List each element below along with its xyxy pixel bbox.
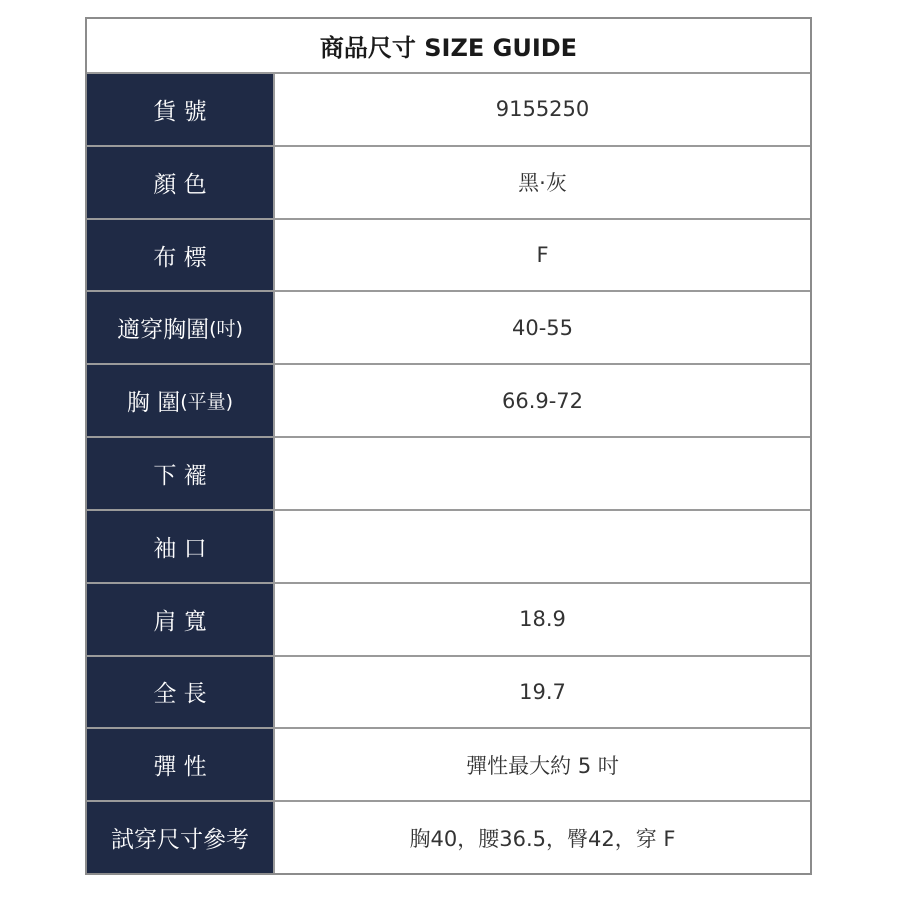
row-stretch-label: 彈 性 [87, 729, 275, 800]
row-chest-flat [87, 365, 810, 438]
row-hem-label: 下 襬 [87, 438, 275, 509]
row-cuff-value [275, 511, 810, 582]
row-chest-flat-value: 66.9-72 [275, 365, 810, 436]
row-fitting-reference [87, 802, 810, 873]
row-total-length-value: 19.7 [275, 657, 810, 728]
row-cuff-label: 袖 口 [87, 511, 275, 582]
size-guide-title [87, 19, 810, 74]
row-color-value: 黑·灰 [275, 147, 810, 218]
row-color-label: 顏 色 [87, 147, 275, 218]
row-fabric-label-size-label: 布 標 [87, 220, 275, 291]
row-shoulder-width-label: 肩 寬 [87, 584, 275, 655]
row-stretch-value: 彈性最大約 5 吋 [275, 729, 810, 800]
row-total-length [87, 657, 810, 730]
size-guide-table [85, 17, 812, 875]
row-shoulder-width-value: 18.9 [275, 584, 810, 655]
row-chest-flat-label: 胸 圍 (平量) [87, 365, 275, 436]
size-guide-title-text: 商品尺寸 SIZE GUIDE [319, 34, 578, 62]
row-hem [87, 438, 810, 511]
row-hem-value [275, 438, 810, 509]
row-item-number [87, 74, 810, 147]
row-item-number-value: 9155250 [275, 74, 810, 145]
row-total-length-label: 全 長 [87, 657, 275, 728]
row-fitting-reference-label: 試穿尺寸參考 [87, 802, 275, 873]
row-stretch [87, 729, 810, 802]
row-cuff [87, 511, 810, 584]
row-fit-chest-inch [87, 292, 810, 365]
row-fabric-label-size [87, 220, 810, 293]
row-item-number-label: 貨 號 [87, 74, 275, 145]
row-fabric-label-size-value: F [275, 220, 810, 291]
row-shoulder-width [87, 584, 810, 657]
row-fit-chest-inch-label: 適穿胸圍 (吋) [87, 292, 275, 363]
row-color [87, 147, 810, 220]
row-fit-chest-inch-value: 40-55 [275, 292, 810, 363]
row-fitting-reference-value: 胸40，腰36.5，臀42，穿 F [275, 802, 810, 873]
